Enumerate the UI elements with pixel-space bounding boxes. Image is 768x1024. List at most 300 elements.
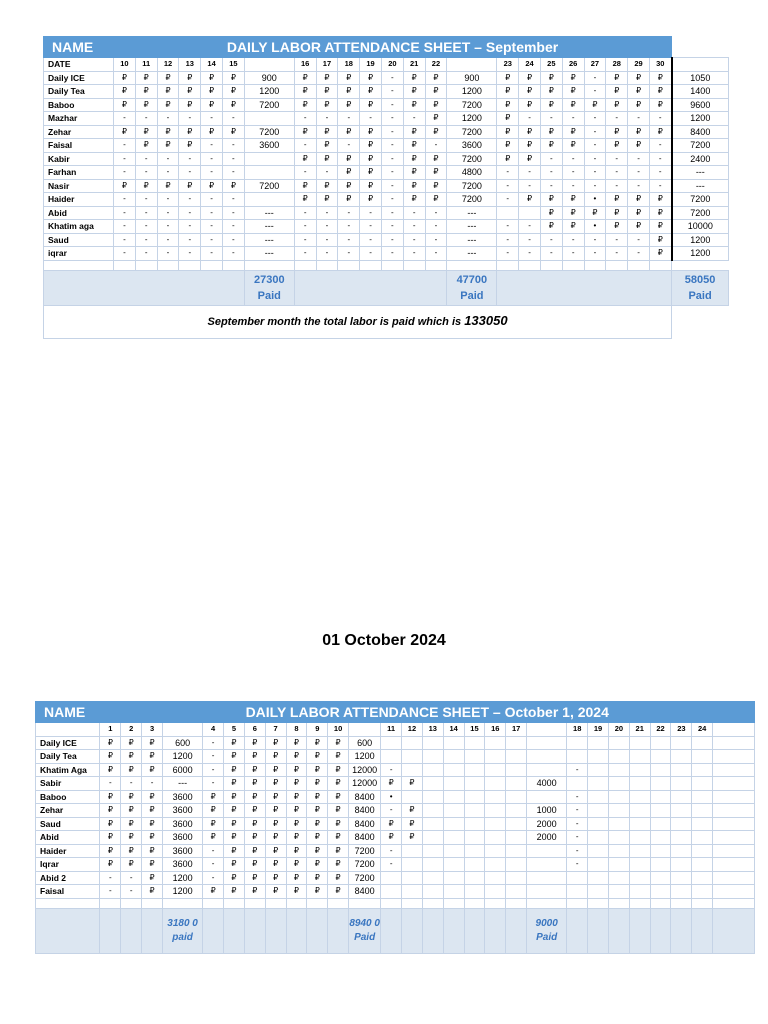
attendance-mark: ₽ (286, 831, 307, 845)
attendance-mark: ₽ (628, 71, 650, 85)
attendance-mark (506, 885, 527, 899)
attendance-mark: ₽ (265, 777, 286, 791)
amount-cell: 3600 (162, 844, 202, 858)
attendance-mark (422, 763, 443, 777)
attendance-mark: - (540, 179, 562, 193)
attendance-mark: • (381, 790, 402, 804)
table-row (36, 871, 755, 885)
attendance-mark: ₽ (381, 831, 402, 845)
worker-name: Daily Tea (36, 750, 100, 764)
attendance-mark: ₽ (381, 777, 402, 791)
attendance-mark: ₽ (114, 85, 136, 99)
attendance-mark: - (403, 247, 425, 261)
day-header: 1 (100, 723, 121, 737)
attendance-mark: ₽ (403, 166, 425, 180)
attendance-mark: ₽ (121, 804, 142, 818)
worker-name: Nasir (44, 179, 114, 193)
attendance-mark (464, 885, 485, 899)
attendance-mark: - (157, 112, 179, 126)
table-row (44, 166, 729, 180)
amount-cell: 8400 (349, 804, 381, 818)
attendance-mark: - (381, 247, 403, 261)
attendance-mark (381, 885, 402, 899)
attendance-mark: - (403, 206, 425, 220)
attendance-mark: - (584, 233, 606, 247)
attendance-mark: - (584, 152, 606, 166)
attendance-mark: ₽ (402, 777, 423, 791)
amount-cell: 7200 (349, 844, 381, 858)
attendance-mark: ₽ (562, 71, 584, 85)
attendance-mark (381, 871, 402, 885)
worker-name: Haider (44, 193, 114, 207)
attendance-mark: ₽ (179, 139, 201, 153)
table-row (44, 260, 729, 270)
day-header: 19 (360, 58, 382, 72)
attendance-mark: ₽ (316, 193, 338, 207)
attendance-mark: ₽ (540, 139, 562, 153)
month-summary (44, 305, 672, 338)
amount-cell (527, 858, 567, 872)
attendance-mark: ₽ (203, 831, 224, 845)
attendance-mark (608, 831, 629, 845)
attendance-mark: - (114, 193, 136, 207)
attendance-mark (443, 804, 464, 818)
attendance-mark: - (628, 166, 650, 180)
attendance-mark (485, 871, 506, 885)
attendance-mark (381, 750, 402, 764)
attendance-mark: - (179, 233, 201, 247)
table-row (44, 220, 729, 234)
attendance-mark: ₽ (338, 166, 360, 180)
amount-cell: 7200 (672, 139, 729, 153)
worker-name: Haider (36, 844, 100, 858)
table-row (36, 790, 755, 804)
attendance-mark: - (381, 139, 403, 153)
attendance-mark: ₽ (100, 831, 121, 845)
worker-name: Saud (44, 233, 114, 247)
fill-cell (294, 270, 447, 305)
attendance-mark: - (338, 220, 360, 234)
amount-cell: 9600 (672, 98, 729, 112)
attendance-mark: - (628, 152, 650, 166)
fill-cell (567, 908, 588, 953)
empty-cell (360, 260, 382, 270)
attendance-mark: ₽ (265, 858, 286, 872)
worker-name: Zehar (36, 804, 100, 818)
attendance-mark: - (222, 206, 244, 220)
attendance-mark: - (497, 233, 519, 247)
attendance-mark: - (121, 871, 142, 885)
amount-cell: 7200 (447, 152, 497, 166)
amount-cell: 12000 (349, 763, 381, 777)
table-row (44, 112, 729, 126)
total-amount: 27300 (253, 273, 285, 286)
attendance-mark: - (338, 233, 360, 247)
attendance-mark: ₽ (562, 206, 584, 220)
amount-cell: --- (244, 220, 294, 234)
attendance-mark (443, 763, 464, 777)
attendance-mark: ₽ (294, 98, 316, 112)
attendance-mark (629, 831, 650, 845)
fill-cell (485, 908, 506, 953)
amount-cell: 7200 (447, 98, 497, 112)
day-header: 17 (316, 58, 338, 72)
attendance-mark: ₽ (244, 858, 265, 872)
table-row (36, 763, 755, 777)
attendance-mark: ₽ (606, 193, 628, 207)
empty-cell (36, 898, 100, 908)
attendance-mark: - (179, 152, 201, 166)
attendance-mark: - (360, 206, 382, 220)
attendance-mark: ₽ (328, 817, 349, 831)
attendance-mark: ₽ (286, 885, 307, 899)
empty-cell (519, 260, 541, 270)
attendance-mark: ₽ (562, 193, 584, 207)
attendance-mark: ₽ (294, 85, 316, 99)
empty-cell (36, 723, 100, 737)
attendance-mark: - (157, 152, 179, 166)
amount-cell: --- (447, 206, 497, 220)
attendance-mark (608, 777, 629, 791)
attendance-mark: ₽ (121, 817, 142, 831)
table-row (36, 844, 755, 858)
attendance-mark (422, 831, 443, 845)
empty-cell (540, 260, 562, 270)
attendance-mark: - (360, 220, 382, 234)
attendance-mark: - (203, 844, 224, 858)
amount-cell: --- (672, 179, 729, 193)
attendance-mark: - (425, 233, 447, 247)
attendance-mark: - (157, 206, 179, 220)
attendance-mark: ₽ (519, 193, 541, 207)
amount-cell: 600 (349, 736, 381, 750)
attendance-mark (692, 831, 713, 845)
amount-cell: 1200 (447, 85, 497, 99)
amount-cell: 3600 (162, 831, 202, 845)
attendance-mark: ₽ (425, 85, 447, 99)
attendance-mark: - (201, 220, 223, 234)
attendance-mark: - (360, 247, 382, 261)
attendance-mark: ₽ (540, 71, 562, 85)
attendance-mark: ₽ (157, 85, 179, 99)
paid-label: Paid (354, 931, 376, 943)
attendance-mark: ₽ (294, 193, 316, 207)
attendance-mark: - (381, 85, 403, 99)
fill-cell (497, 270, 672, 305)
fill-cell (100, 908, 121, 953)
attendance-mark (629, 871, 650, 885)
amount-header (713, 723, 755, 737)
attendance-mark (608, 804, 629, 818)
attendance-mark (692, 871, 713, 885)
fill-cell (464, 908, 485, 953)
fill-cell (506, 908, 527, 953)
attendance-mark (671, 844, 692, 858)
attendance-mark: ₽ (606, 125, 628, 139)
amount-cell: 3600 (244, 139, 294, 153)
attendance-mark: - (203, 777, 224, 791)
attendance-mark (485, 885, 506, 899)
fill-cell (286, 908, 307, 953)
attendance-mark (671, 790, 692, 804)
attendance-mark: ₽ (606, 98, 628, 112)
empty-cell (497, 260, 519, 270)
attendance-mark (671, 858, 692, 872)
attendance-mark: ₽ (606, 85, 628, 99)
attendance-mark: ₽ (316, 179, 338, 193)
worker-name: Baboo (44, 98, 114, 112)
amount-cell: --- (244, 206, 294, 220)
amount-cell: 2000 (527, 831, 567, 845)
attendance-mark (464, 817, 485, 831)
day-header: 25 (540, 58, 562, 72)
attendance-mark: - (425, 247, 447, 261)
attendance-mark: - (360, 112, 382, 126)
attendance-mark: - (179, 112, 201, 126)
attendance-mark (497, 206, 519, 220)
attendance-mark: - (606, 179, 628, 193)
attendance-mark: ₽ (584, 206, 606, 220)
empty-cell (244, 898, 265, 908)
attendance-mark: ₽ (286, 871, 307, 885)
attendance-mark (692, 777, 713, 791)
attendance-mark: - (114, 206, 136, 220)
attendance-mark: ₽ (497, 125, 519, 139)
attendance-mark (567, 871, 588, 885)
attendance-mark: - (294, 166, 316, 180)
attendance-mark: - (649, 166, 671, 180)
attendance-mark: - (519, 166, 541, 180)
attendance-mark: ₽ (425, 112, 447, 126)
attendance-mark (692, 790, 713, 804)
attendance-mark: ₽ (142, 804, 163, 818)
attendance-mark: ₽ (540, 193, 562, 207)
attendance-mark: ₽ (425, 98, 447, 112)
day-header: 4 (203, 723, 224, 737)
empty-cell (447, 260, 497, 270)
amount-cell: 7200 (447, 193, 497, 207)
attendance-mark (671, 777, 692, 791)
table-row (36, 898, 755, 908)
attendance-mark (464, 804, 485, 818)
amount-cell (244, 193, 294, 207)
table-row (44, 179, 729, 193)
attendance-mark: - (157, 247, 179, 261)
attendance-mark: - (584, 247, 606, 261)
attendance-mark: ₽ (286, 804, 307, 818)
attendance-mark: - (201, 139, 223, 153)
attendance-mark: - (121, 777, 142, 791)
attendance-mark: - (497, 220, 519, 234)
attendance-mark (464, 736, 485, 750)
attendance-mark: ₽ (265, 885, 286, 899)
attendance-mark (485, 790, 506, 804)
attendance-mark: ₽ (628, 220, 650, 234)
attendance-mark (402, 844, 423, 858)
attendance-mark (692, 885, 713, 899)
attendance-mark: - (381, 220, 403, 234)
attendance-mark (485, 777, 506, 791)
empty-cell (584, 260, 606, 270)
attendance-mark: - (381, 804, 402, 818)
attendance-mark: ₽ (114, 179, 136, 193)
day-header: 16 (485, 723, 506, 737)
attendance-mark: - (201, 166, 223, 180)
attendance-mark (443, 858, 464, 872)
attendance-mark: - (567, 844, 588, 858)
attendance-mark: - (222, 139, 244, 153)
attendance-mark: ₽ (244, 817, 265, 831)
attendance-mark: ₽ (135, 85, 157, 99)
attendance-mark: ₽ (307, 885, 328, 899)
attendance-mark: ₽ (244, 885, 265, 899)
fill-cell (692, 908, 713, 953)
attendance-mark: ₽ (425, 152, 447, 166)
fill-cell (244, 908, 265, 953)
worker-name: Zehar (44, 125, 114, 139)
attendance-mark: ₽ (628, 125, 650, 139)
amount-cell: --- (447, 233, 497, 247)
attendance-mark (402, 885, 423, 899)
attendance-mark: ₽ (286, 858, 307, 872)
fill-cell (650, 908, 671, 953)
attendance-mark: ₽ (135, 125, 157, 139)
amount-cell: 8400 (672, 125, 729, 139)
attendance-mark (629, 817, 650, 831)
table-row (44, 152, 729, 166)
attendance-mark: - (114, 247, 136, 261)
attendance-mark: - (497, 247, 519, 261)
attendance-mark: - (100, 885, 121, 899)
attendance-mark (629, 763, 650, 777)
attendance-mark: - (562, 179, 584, 193)
attendance-mark: ₽ (179, 125, 201, 139)
attendance-mark: - (381, 763, 402, 777)
table-row (44, 125, 729, 139)
worker-name: Mazhar (44, 112, 114, 126)
day-header: 29 (628, 58, 650, 72)
attendance-mark: ₽ (606, 206, 628, 220)
table-row (44, 139, 729, 153)
empty-cell (121, 898, 142, 908)
attendance-mark: - (316, 166, 338, 180)
attendance-mark (485, 736, 506, 750)
empty-cell (44, 260, 114, 270)
attendance-mark (650, 885, 671, 899)
attendance-mark: ₽ (338, 85, 360, 99)
fill-cell (121, 908, 142, 953)
attendance-mark: ₽ (360, 166, 382, 180)
attendance-mark: - (519, 112, 541, 126)
attendance-mark: - (135, 193, 157, 207)
attendance-mark: ₽ (201, 125, 223, 139)
attendance-mark: - (606, 152, 628, 166)
attendance-mark: - (381, 858, 402, 872)
attendance-mark: ₽ (316, 98, 338, 112)
attendance-mark: - (179, 166, 201, 180)
day-header: 17 (506, 723, 527, 737)
attendance-mark: ₽ (628, 85, 650, 99)
attendance-mark (588, 790, 609, 804)
attendance-mark: ₽ (201, 71, 223, 85)
attendance-mark: ₽ (649, 220, 671, 234)
attendance-mark: ₽ (135, 98, 157, 112)
attendance-mark: - (316, 233, 338, 247)
amount-cell: 7200 (672, 193, 729, 207)
fill-cell (36, 908, 100, 953)
attendance-mark: - (540, 233, 562, 247)
amount-cell (713, 844, 755, 858)
attendance-mark (629, 885, 650, 899)
attendance-mark: ₽ (222, 71, 244, 85)
attendance-mark: - (584, 139, 606, 153)
attendance-mark: ₽ (562, 220, 584, 234)
attendance-mark: - (628, 112, 650, 126)
amount-cell: 10000 (672, 220, 729, 234)
attendance-mark: ₽ (179, 85, 201, 99)
attendance-mark: ₽ (244, 804, 265, 818)
attendance-mark (608, 790, 629, 804)
attendance-mark: ₽ (562, 139, 584, 153)
day-header: 13 (179, 58, 201, 72)
attendance-mark: ₽ (224, 844, 245, 858)
fill-cell (224, 908, 245, 953)
attendance-mark: - (201, 193, 223, 207)
attendance-mark: - (567, 763, 588, 777)
attendance-mark (650, 858, 671, 872)
amount-cell: 3600 (162, 858, 202, 872)
attendance-mark (422, 777, 443, 791)
summary-amount: 133050 (464, 313, 508, 328)
attendance-mark: ₽ (286, 844, 307, 858)
worker-name: Faisal (36, 885, 100, 899)
attendance-mark (650, 804, 671, 818)
period-total (162, 908, 202, 953)
attendance-mark: ₽ (286, 817, 307, 831)
attendance-mark: ₽ (649, 125, 671, 139)
attendance-mark: ₽ (307, 777, 328, 791)
attendance-mark: - (203, 858, 224, 872)
attendance-mark: ₽ (402, 817, 423, 831)
attendance-mark: ₽ (328, 750, 349, 764)
attendance-mark: - (201, 206, 223, 220)
attendance-mark (608, 763, 629, 777)
summary-text: September month the total labor is paid which is (207, 316, 465, 328)
attendance-mark: - (222, 152, 244, 166)
empty-cell (328, 898, 349, 908)
total-amount: 9000 (535, 917, 558, 929)
attendance-mark: - (203, 763, 224, 777)
attendance-mark: ₽ (265, 790, 286, 804)
amount-cell: --- (244, 233, 294, 247)
attendance-mark (629, 858, 650, 872)
amount-cell (713, 858, 755, 872)
total-amount: 58050 (684, 273, 716, 286)
worker-name: Daily ICE (44, 71, 114, 85)
attendance-mark: ₽ (265, 817, 286, 831)
day-header: 21 (629, 723, 650, 737)
amount-cell: --- (162, 777, 202, 791)
attendance-mark: - (114, 233, 136, 247)
attendance-mark: ₽ (425, 179, 447, 193)
attendance-mark (402, 763, 423, 777)
attendance-mark: ₽ (562, 125, 584, 139)
table-row (36, 885, 755, 899)
attendance-mark: ₽ (142, 790, 163, 804)
attendance-mark: - (121, 885, 142, 899)
attendance-mark: ₽ (403, 125, 425, 139)
empty-cell (201, 260, 223, 270)
